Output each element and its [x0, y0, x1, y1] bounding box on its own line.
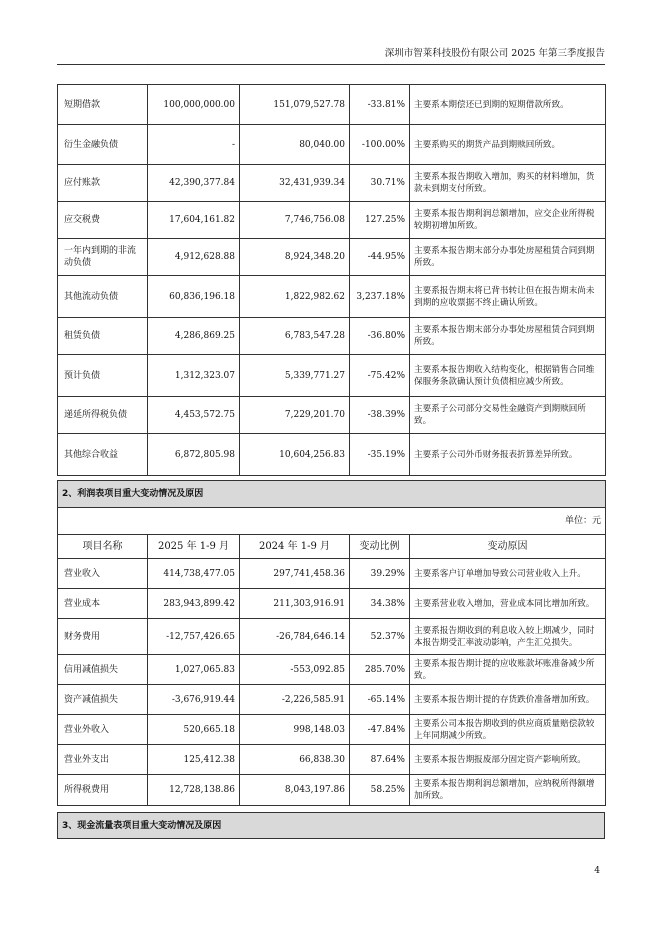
row-previous-value: 8,043,197.86	[240, 775, 350, 806]
row-item-name: 预计负债	[58, 355, 148, 397]
row-item-name: 租赁负债	[58, 318, 148, 355]
row-previous-value: -2,226,585.91	[240, 685, 350, 715]
row-change-reason: 主要系购买的期货产品到期赎回所致。	[410, 125, 606, 165]
row-item-name: 营业外支出	[58, 745, 148, 775]
row-item-name: 财务费用	[58, 619, 148, 655]
row-previous-value: 5,339,771.27	[240, 355, 350, 397]
row-current-value: 414,738,477.05	[148, 559, 240, 589]
row-item-name: 衍生金融负债	[58, 125, 148, 165]
row-change-reason: 主要系本报告期报废部分固定资产影响所致。	[410, 745, 606, 775]
table-row	[58, 397, 606, 434]
row-change-reason: 主要系子公司部分交易性金融资产到期赎回所致。	[410, 397, 606, 434]
income-changes-table	[57, 480, 606, 806]
row-change-ratio: -35.19%	[350, 434, 410, 476]
table-row	[58, 685, 606, 715]
row-change-ratio: -36.80%	[350, 318, 410, 355]
row-current-value: 520,665.18	[148, 715, 240, 745]
row-change-reason: 主要系子公司外币财务报表折算差异所致。	[410, 434, 606, 476]
table-row	[58, 559, 606, 589]
row-previous-value: 211,303,916.91	[240, 589, 350, 619]
row-change-reason: 主要系本报告期末部分办事处房屋租赁合同到期所致。	[410, 318, 606, 355]
row-change-reason: 主要系报告期收到的利息收入较上期减少，同时本报告期受汇率波动影响，产生汇兑损失。	[410, 619, 606, 655]
row-current-value: -	[148, 125, 240, 165]
table-row	[58, 318, 606, 355]
row-previous-value: -553,092.85	[240, 655, 350, 685]
table-row	[58, 355, 606, 397]
table-row	[58, 655, 606, 685]
row-item-name: 营业外收入	[58, 715, 148, 745]
row-item-name: 所得税费用	[58, 775, 148, 806]
row-previous-value: 66,838.30	[240, 745, 350, 775]
row-previous-value: 80,040.00	[240, 125, 350, 165]
report-title: 深圳市智莱科技股份有限公司 2025 年第三季度报告	[384, 48, 605, 59]
row-current-value: 100,000,000.00	[148, 85, 240, 125]
table-row	[58, 85, 606, 125]
table-row	[58, 125, 606, 165]
row-current-value: -12,757,426.65	[148, 619, 240, 655]
row-previous-value: 1,822,982.62	[240, 276, 350, 318]
row-previous-value: 7,229,201.70	[240, 397, 350, 434]
row-current-value: 283,943,899.42	[148, 589, 240, 619]
row-change-ratio: 87.64%	[350, 745, 410, 775]
row-change-ratio: -44.95%	[350, 239, 410, 276]
row-change-reason: 主要系本期偿还已到期的短期借款所致。	[410, 85, 606, 125]
row-item-name: 信用减值损失	[58, 655, 148, 685]
row-change-ratio: 39.29%	[350, 559, 410, 589]
unit-row	[58, 508, 606, 535]
row-change-reason: 主要系本报告期利润总额增加，应交企业所得税较期初增加所致。	[410, 202, 606, 239]
row-item-name: 营业成本	[58, 589, 148, 619]
balance-changes-table	[57, 84, 606, 476]
row-item-name: 短期借款	[58, 85, 148, 125]
row-change-reason: 主要系营业收入增加，营业成本同比增加所致。	[410, 589, 606, 619]
table-row	[58, 775, 606, 806]
row-change-reason: 主要系本报告期收入增加，购买的材料增加，货款未到期支付所致。	[410, 165, 606, 202]
section-heading-cashflow	[58, 813, 605, 839]
column-header-row	[58, 535, 606, 559]
row-change-ratio: 52.37%	[350, 619, 410, 655]
row-previous-value: 151,079,527.78	[240, 85, 350, 125]
row-previous-value: -26,784,646.14	[240, 619, 350, 655]
table-row	[58, 239, 606, 276]
row-change-ratio: 127.25%	[350, 202, 410, 239]
row-change-ratio: -65.14%	[350, 685, 410, 715]
row-previous-value: 32,431,939.34	[240, 165, 350, 202]
section-heading-income	[58, 481, 606, 508]
row-current-value: 42,390,377.84	[148, 165, 240, 202]
header-item: 项目名称	[58, 535, 148, 559]
row-previous-value: 10,604,256.83	[240, 434, 350, 476]
row-change-ratio: 34.38%	[350, 589, 410, 619]
row-item-name: 应付账款	[58, 165, 148, 202]
row-current-value: 12,728,138.86	[148, 775, 240, 806]
row-item-name: 其他综合收益	[58, 434, 148, 476]
row-current-value: 4,912,628.88	[148, 239, 240, 276]
row-change-ratio: -33.81%	[350, 85, 410, 125]
row-change-reason: 主要系本报告期计提的应收账款坏账准备减少所致。	[410, 655, 606, 685]
row-current-value: 1,312,323.07	[148, 355, 240, 397]
section-title: 3、现金流量表项目重大变动情况及原因	[58, 813, 605, 839]
row-change-reason: 主要系本报告期收入结构变化，根据销售合同维保服务条款确认预计负债相应减少所致。	[410, 355, 606, 397]
table-row	[58, 745, 606, 775]
row-previous-value: 297,741,458.36	[240, 559, 350, 589]
row-change-ratio: 58.25%	[350, 775, 410, 806]
row-change-ratio: -75.42%	[350, 355, 410, 397]
row-current-value: 6,872,805.98	[148, 434, 240, 476]
row-change-ratio: -47.84%	[350, 715, 410, 745]
row-change-reason: 主要系本报告期计提的存货跌价准备增加所致。	[410, 685, 606, 715]
row-change-ratio: 3,237.18%	[350, 276, 410, 318]
row-change-reason: 主要系客户订单增加导致公司营业收入上升。	[410, 559, 606, 589]
row-previous-value: 7,746,756.08	[240, 202, 350, 239]
unit-label: 单位：元	[58, 508, 606, 535]
table-row	[58, 619, 606, 655]
header-current: 2025 年 1-9 月	[148, 535, 240, 559]
row-current-value: 17,604,161.82	[148, 202, 240, 239]
row-current-value: 125,412.38	[148, 745, 240, 775]
table-row	[58, 202, 606, 239]
row-change-reason: 主要系公司本报告期收到的供应商质量赔偿款较上年同期减少所致。	[410, 715, 606, 745]
table-row	[58, 715, 606, 745]
row-change-reason: 主要系报告期末将已背书转让但在报告期末尚未到期的应收票据不终止确认所致。	[410, 276, 606, 318]
table-row	[58, 276, 606, 318]
table-row	[58, 434, 606, 476]
row-item-name: 递延所得税负债	[58, 397, 148, 434]
section-title: 2、利润表项目重大变动情况及原因	[58, 481, 606, 508]
row-previous-value: 6,783,547.28	[240, 318, 350, 355]
row-current-value: 4,286,869.25	[148, 318, 240, 355]
row-item-name: 营业收入	[58, 559, 148, 589]
row-current-value: 60,836,196.18	[148, 276, 240, 318]
row-item-name: 应交税费	[58, 202, 148, 239]
row-change-ratio: 285.70%	[350, 655, 410, 685]
row-change-ratio: -38.39%	[350, 397, 410, 434]
row-change-reason: 主要系本报告期利润总额增加，应纳税所得额增加所致。	[410, 775, 606, 806]
row-change-ratio: 30.71%	[350, 165, 410, 202]
page-number: 4	[594, 866, 600, 876]
table-row	[58, 589, 606, 619]
row-change-ratio: -100.00%	[350, 125, 410, 165]
cashflow-section-table	[57, 812, 605, 839]
row-change-reason: 主要系本报告期末部分办事处房屋租赁合同到期所致。	[410, 239, 606, 276]
table-row	[58, 165, 606, 202]
row-previous-value: 8,924,348.20	[240, 239, 350, 276]
row-current-value: 4,453,572.75	[148, 397, 240, 434]
header-change: 变动比例	[350, 535, 410, 559]
row-item-name: 资产减值损失	[58, 685, 148, 715]
row-current-value: -3,676,919.44	[148, 685, 240, 715]
row-previous-value: 998,148.03	[240, 715, 350, 745]
row-current-value: 1,027,065.83	[148, 655, 240, 685]
page-header	[57, 44, 605, 65]
header-reason: 变动原因	[410, 535, 606, 559]
header-previous: 2024 年 1-9 月	[240, 535, 350, 559]
row-item-name: 一年内到期的非流动负债	[58, 239, 148, 276]
row-item-name: 其他流动负债	[58, 276, 148, 318]
